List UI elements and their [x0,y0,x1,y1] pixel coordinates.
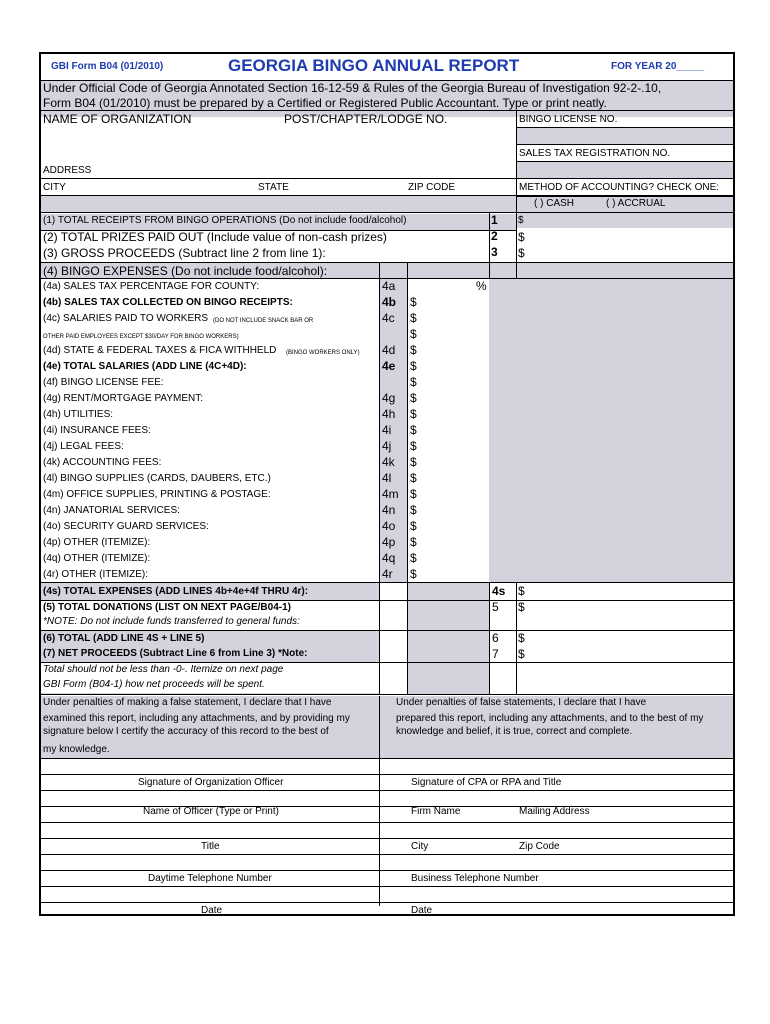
line-4-label: (4) BINGO EXPENSES (Do not include food/alcohol): [43,264,328,278]
line-4d-code: 4d [382,343,396,357]
line-4l-label: (4l) BINGO SUPPLIES (CARDS, DAUBERS, ETC.) [43,473,271,484]
mailing-address-label: Mailing Address [519,806,590,817]
name-of-organization-label: NAME OF ORGANIZATION [43,112,192,126]
sales-tax-label: SALES TAX REGISTRATION NO. [519,148,671,159]
page-title: GEORGIA BINGO ANNUAL REPORT [228,56,520,75]
line-4f-dollar: $ [410,375,417,389]
declaration-right-1: Under penalties of false statements, I declare that I have [396,697,647,708]
line-1-code: 1 [491,213,498,227]
business-phone-field[interactable] [381,855,731,869]
line-4h-label: (4h) UTILITIES: [43,409,114,420]
line-4e-dollar: $ [410,359,417,373]
title-field[interactable] [43,823,377,837]
method-shade [516,212,733,228]
daytime-phone-label: Daytime Telephone Number [148,873,272,884]
line-4n-dollar: $ [410,503,417,517]
firm-name-label: Firm Name [411,806,461,817]
line-4j-code: 4j [382,439,392,453]
line-4q-dollar: $ [410,551,417,565]
line-4m-label: (4m) OFFICE SUPPLIES, PRINTING & POSTAGE: [43,489,271,500]
line-5-label: (5) TOTAL DONATIONS (LIST ON NEXT PAGE/B04-1) [43,602,291,613]
line-4i-dollar: $ [410,423,417,437]
cpa-signature-field[interactable] [381,760,731,774]
post-chapter-label: POST/CHAPTER/LODGE NO. [284,112,448,126]
address-label: ADDRESS [43,165,92,176]
line-4j-dollar: $ [410,439,417,453]
line-7-dollar: $ [518,647,525,661]
line-3-dollar: $ [518,246,525,260]
declaration-left-4: my knowledge. [43,744,110,755]
declaration-left-1: Under penalties of making a false statement, I declare that I have [43,697,332,708]
line-4h-dollar: $ [410,407,417,421]
city-zip-field[interactable] [381,823,731,837]
line-4r-code: 4r [382,567,393,581]
date-right-field[interactable] [381,887,731,901]
line-4s-code: 4s [492,584,506,598]
lower-mid-shade [407,582,489,694]
line-5-code: 5 [492,600,499,614]
line-2-label: (2) TOTAL PRIZES PAID OUT (Include value of non-cash prizes) [43,230,387,244]
line-4n-code: 4n [382,503,396,517]
line-1-dollar: $ [518,215,524,226]
firm-name-field[interactable] [381,791,731,805]
bingo-license-label: BINGO LICENSE NO. [519,114,618,125]
line-4q-code: 4q [382,551,396,565]
line-4o-dollar: $ [410,519,417,533]
line-4b-code: 4b [382,295,397,309]
intro-line-1: Under Official Code of Georgia Annotated Section 16-12-59 & Rules of the Georgia Bureau of Investigation 92-2-.10, [43,81,662,95]
org-officer-signature-field[interactable] [43,760,377,774]
line-1-label: (1) TOTAL RECEIPTS FROM BINGO OPERATIONS (Do not include food/alcohol) [43,215,407,226]
line-4c-dollar: $ [410,311,417,325]
date-left-label: Date [201,905,223,916]
method-label: METHOD OF ACCOUNTING? CHECK ONE: [519,182,720,193]
line-4p-code: 4p [382,535,396,549]
line-4f-label: (4f) BINGO LICENSE FEE: [43,377,164,388]
line-4a-code: 4a [382,279,396,293]
accrual-checkbox[interactable]: ( ) ACCRUAL [606,198,666,209]
line-4n-label: (4n) JANATORIAL SERVICES: [43,505,180,516]
bingo-report-form [39,52,735,916]
intro-line-2: Form B04 (01/2010) must be prepared by a Certified or Registered Public Accountant. Type or print neatly. [43,96,607,110]
date-left-field[interactable] [43,887,377,901]
line-4i-label: (4i) INSURANCE FEES: [43,425,151,436]
cpa-signature-label: Signature of CPA or RPA and Title [411,777,562,788]
officer-name-field[interactable] [43,791,377,805]
city-label-sig: City [411,841,429,852]
line-4o-label: (4o) SECURITY GUARD SERVICES: [43,521,209,532]
line-4k-label: (4k) ACCOUNTING FEES: [43,457,162,468]
line-4c-label: (4c) SALARIES PAID TO WORKERS [43,313,209,324]
code-col-shade [379,262,407,582]
declaration-left-3: signature below I certify the accuracy of this record to the best of [43,726,329,737]
line-4g-label: (4g) RENT/MORTGAGE PAYMENT: [43,393,204,404]
line-7-note-1: Total should not be less than -0-. Itemize on next page [43,664,284,675]
organization-name-field[interactable] [43,128,513,176]
right-col-shade [489,278,733,582]
line-4d-note: (BINGO WORKERS ONLY) [286,350,360,356]
line-7-code: 7 [492,647,499,661]
line-4k-dollar: $ [410,455,417,469]
declaration-left-2: examined this report, including any attachments, and by providing my [43,713,350,724]
daytime-phone-field[interactable] [43,855,377,869]
line-4d-label: (4d) STATE & FEDERAL TAXES & FICA WITHHELD [43,345,277,356]
state-label: STATE [258,182,289,193]
line-4b-dollar: $ [410,295,417,309]
zip-label: ZIP CODE [408,182,456,193]
line-4r-dollar: $ [410,567,417,581]
line-4p-label: (4p) OTHER (ITEMIZE): [43,537,151,548]
line-4a-percent: % [476,279,487,293]
line-4e-code: 4e [382,359,396,373]
line-4c-note: (DO NOT INCLUDE SNACK BAR OR [213,318,314,324]
cash-checkbox[interactable]: ( ) CASH [534,198,574,209]
line-4g-code: 4g [382,391,396,405]
line-4o-code: 4o [382,519,396,533]
city-label: CITY [43,182,66,193]
line-6-dollar: $ [518,631,525,645]
sales-tax-field[interactable] [518,163,731,177]
line-5-dollar: $ [518,600,525,614]
line-4r-label: (4r) OTHER (ITEMIZE): [43,569,148,580]
bingo-license-field[interactable] [518,129,731,143]
line-4m-code: 4m [382,487,399,501]
line-4j-label: (4j) LEGAL FEES: [43,441,124,452]
line-7-note-2: GBI Form (B04-1) how net proceeds will be spent. [43,679,265,690]
line-4k-code: 4k [382,455,395,469]
line-4s-label: (4s) TOTAL EXPENSES (ADD LINES 4b+4e+4f THRU 4r): [43,586,309,597]
line-4a-label: (4a) SALES TAX PERCENTAGE FOR COUNTY: [43,281,260,292]
org-officer-signature-label: Signature of Organization Officer [138,777,284,788]
line-4p-dollar: $ [410,535,417,549]
declaration-right-3: knowledge and belief, it is true, correct and complete. [396,726,633,737]
line-4i-code: 4i [382,423,392,437]
line-4c-code: 4c [382,311,395,325]
line-4c2-dollar: $ [410,327,417,341]
title-label: Title [201,841,220,852]
for-year: FOR YEAR 20_____ [611,61,705,72]
declaration-right-2: prepared this report, including any attachments, and to the best of my [396,713,704,724]
line-4l-dollar: $ [410,471,417,485]
form-id: GBI Form B04 (01/2010) [51,61,164,72]
line-2-dollar: $ [518,230,525,244]
line-4d-dollar: $ [410,343,417,357]
line-5-note: *NOTE: Do not include funds transferred to general funds: [43,616,300,627]
line-7-label: (7) NET PROCEEDS (Subtract Line 6 from Line 3) *Note: [43,648,308,659]
line-4h-code: 4h [382,407,396,421]
line-6-code: 6 [492,631,499,645]
line-4q-label: (4q) OTHER (ITEMIZE): [43,553,151,564]
line-4g-dollar: $ [410,391,417,405]
line-6-label: (6) TOTAL (ADD LINE 4S + LINE 5) [43,633,205,644]
line-4l-code: 4l [382,471,392,485]
line-3-code: 3 [491,245,498,259]
line-4c-note-2: OTHER PAID EMPLOYEES EXCEPT $30/DAY FOR BINGO WORKERS) [43,334,239,340]
officer-name-label: Name of Officer (Type or Print) [143,806,279,817]
business-phone-label: Business Telephone Number [411,873,539,884]
line-4e-label: (4e) TOTAL SALARIES (ADD LINE (4C+4D): [43,361,247,372]
zip-code-label-sig: Zip Code [519,841,560,852]
line-3-label: (3) GROSS PROCEEDS (Subtract line 2 from line 1): [43,246,326,260]
line-4s-dollar: $ [518,584,525,598]
line-4m-dollar: $ [410,487,417,501]
line-2-code: 2 [491,229,498,243]
date-right-label: Date [411,905,433,916]
line-4b-label: (4b) SALES TAX COLLECTED ON BINGO RECEIPTS: [43,297,293,308]
